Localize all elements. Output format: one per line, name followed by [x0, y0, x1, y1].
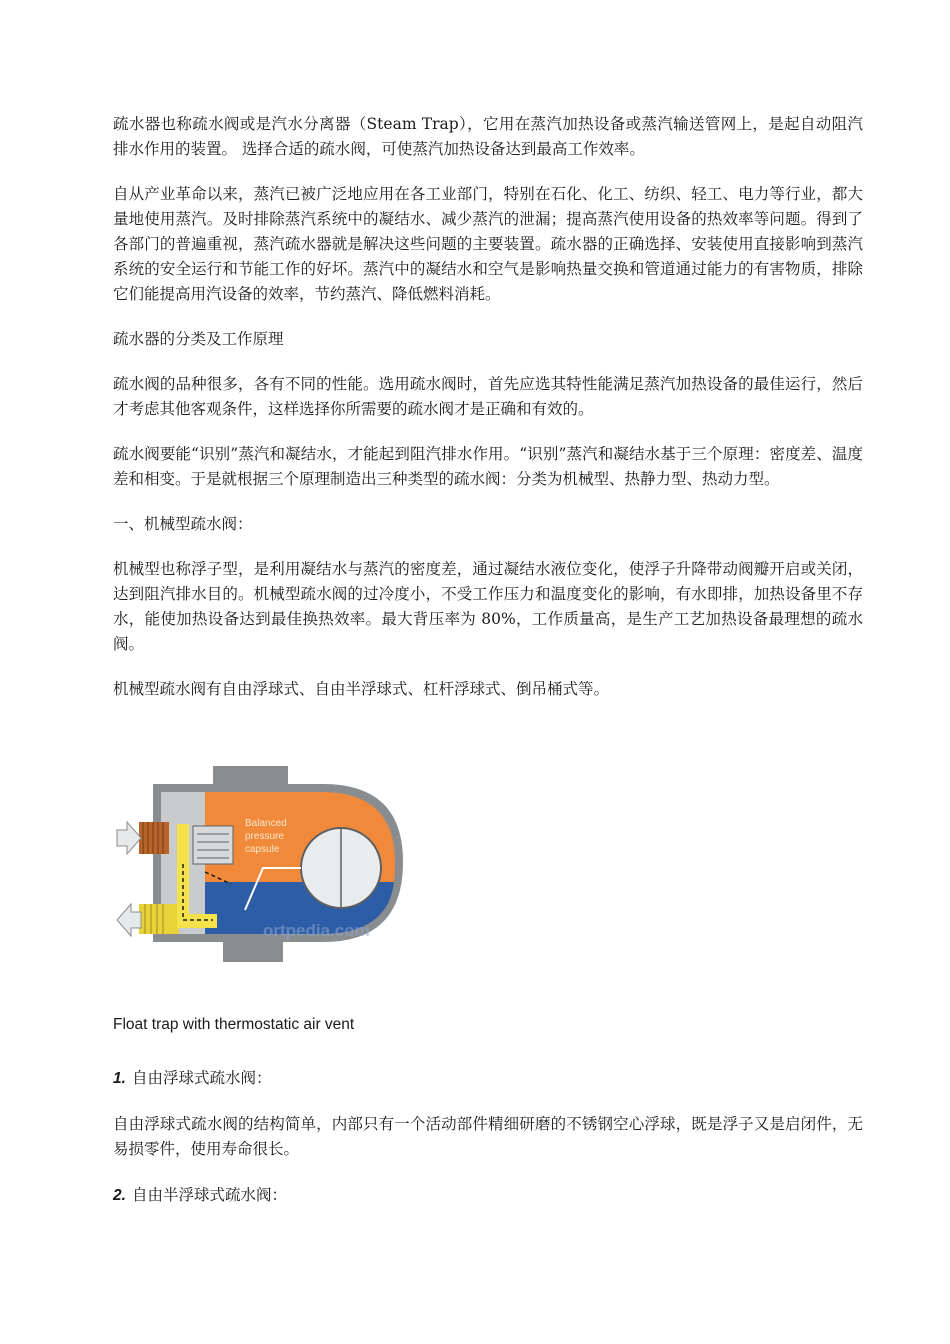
figure-label-capsule: capsule [245, 844, 280, 855]
section-heading-classification: 疏水器的分类及工作原理 [113, 330, 284, 348]
section-number: 1. [113, 1070, 126, 1087]
section-title: 自由浮球式疏水阀： [131, 1069, 272, 1087]
paragraph-intro: 疏水器也称疏水阀或是汽水分离器（Steam Trap），它用在蒸汽加热设备或蒸汽输送管网上，是起自动阻汽排水作用的装置。 选择合适的疏水阀，可使蒸汽加热设备达到最高工作效率。 [113, 115, 863, 158]
section-number: 2. [113, 1187, 126, 1204]
section-title: 自由半浮球式疏水阀： [131, 1186, 287, 1204]
figure-label-balanced: Balanced [245, 818, 287, 829]
figure-caption: Float trap with thermostatic air vent [113, 1016, 355, 1033]
float-trap-diagram [113, 764, 405, 964]
document-body [113, 112, 863, 722]
section-heading-semi-free-float [113, 1183, 287, 1208]
paragraph-selection: 疏水阀的品种很多，各有不同的性能。选用疏水阀时，首先应选其特性能满足蒸汽加热设备的最佳运行，然后才考虑其他客观条件，这样选择你所需要的疏水阀才是正确和有效的。 [113, 375, 863, 418]
outlet-arrow-icon [117, 904, 141, 936]
section-heading-mechanical: 一、机械型疏水阀： [113, 515, 253, 533]
paragraph-mechanical-types: 机械型疏水阀有自由浮球式、自由半浮球式、杠杆浮球式、倒吊桶式等。 [113, 680, 610, 698]
inlet-arrow-icon [117, 822, 141, 854]
paragraph-free-float: 自由浮球式疏水阀的结构简单，内部只有一个活动部件精细研磨的不锈钢空心浮球，既是浮子又是启闭件，无易损零件，使用寿命很长。 [113, 1115, 863, 1158]
figure-label-pressure: pressure [245, 831, 284, 842]
paragraph-history: 自从产业革命以来，蒸汽已被广泛地应用在各工业部门，特别在石化、化工、纺织、轻工、电力等行业，都大量地使用蒸汽。及时排除蒸汽系统中的凝结水、减少蒸汽的泄漏；提高蒸汽使用设备的热效率等问题。得到了各部门的普遍重视，蒸汽疏水器就是解决这些问题的主要装置。疏水器的正确选择、安装使用直接影响到蒸汽系统的安全运行和节能工作的好坏。蒸汽中的凝结水和空气是影响热量交换和管道通过能力的有害物质，排除它们能提高用汽设备的效率，节约蒸汽、降低燃料消耗。 [113, 185, 863, 303]
figure-watermark: ortpedia.com [263, 921, 370, 940]
paragraph-mechanical: 机械型也称浮子型，是利用凝结水与蒸汽的密度差，通过凝结水液位变化，使浮子升降带动阀瓣开启或关闭，达到阻汽排水目的。机械型疏水阀的过冷度小，不受工作压力和温度变化的影响，有水即排，加热设备里不存水，能使加热设备达到最佳换热效率。最大背压率为 80%，工作质量高，是生产工艺加热设备最理想的疏水阀。 [113, 560, 863, 653]
paragraph-principles: 疏水阀要能“识别”蒸汽和凝结水，才能起到阻汽排水作用。“识别”蒸汽和凝结水基于三个原理：密度差、温度差和相变。于是就根据三个原理制造出三种类型的疏水阀：分类为机械型、热静力型、热动力型。 [113, 445, 863, 488]
section-heading-free-float [113, 1066, 271, 1091]
